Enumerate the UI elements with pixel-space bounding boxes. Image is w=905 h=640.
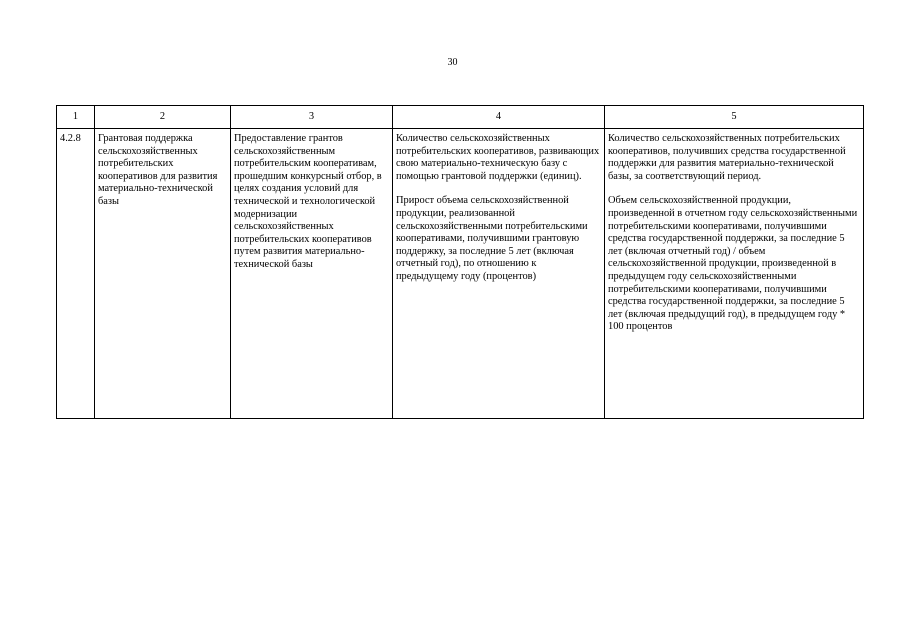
column-header-1: 1 <box>57 106 95 129</box>
method-count-text: Количество сельскохозяйственных потребительских кооперативов, получивших средства государственной поддержки для развития материально-технической базы, за соответствующий период. <box>608 133 846 182</box>
cell-methods <box>605 129 864 419</box>
page-number: 30 <box>447 57 458 68</box>
column-header-5: 5 <box>605 106 864 129</box>
column-header-3: 3 <box>231 106 393 129</box>
cell-name: Грантовая поддержка сельскохозяйственных потребительских кооперативов для развития материально-технической базы <box>95 129 231 419</box>
indicator-count-text: Количество сельскохозяйственных потребительских кооперативов, развивающих свою материально-техническую базу с помощью грантовой поддержки (единиц). <box>396 133 600 182</box>
indicator-growth-text: Прирост объема сельскохозяйственной продукции, реализованной сельскохозяйственными потребительскими кооперативами, получившими грантовую поддержку, за последние 5 лет (включая отчетный год), по отношению к предыдущему году (процентов) <box>396 195 588 282</box>
table-row <box>57 129 864 419</box>
column-header-2: 2 <box>95 106 231 129</box>
indicators-table <box>56 105 864 419</box>
column-header-4: 4 <box>393 106 605 129</box>
cell-code: 4.2.8 <box>57 129 95 419</box>
cell-indicators <box>393 129 605 419</box>
cell-description: Предоставление грантов сельскохозяйственным потребительским кооперативам, прошедшим конкурсный отбор, в целях создания условий для технической и технологической модернизации сельскохозяйственных потребительских кооперативов путем развития материально-технической базы <box>231 129 393 419</box>
table-header-row <box>57 106 864 129</box>
method-growth-text: Объем сельскохозяйственной продукции, произведенной в отчетном году сельскохозяйственными потребительскими кооперативами, получившими средства государственной поддержки, за последние 5 лет (включая отчетный год) / объем сельскохозяйственной продукции, произведенной в предыдущем году сельскохозяйственными потребительскими кооперативами, получившими средства государственной поддержки, за последние 5 лет (включая предыдущий год), в предыдущем году * 100 процентов <box>608 195 858 333</box>
